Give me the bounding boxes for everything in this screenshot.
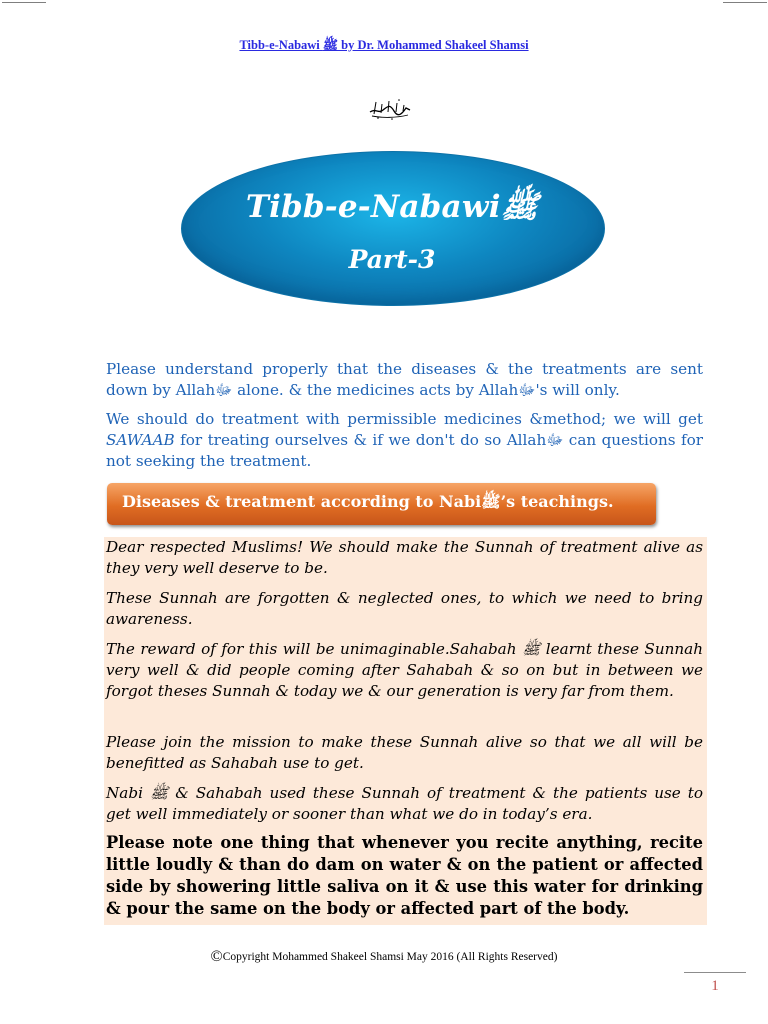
copyright-icon: © xyxy=(210,948,223,965)
header-link[interactable]: Tibb-e-Nabawi ﷺ by Dr. Mohammed Shakeel Shamsi xyxy=(239,38,529,52)
intro-paragraph-1: Please understand properly that the diseases & the treatments are sent down by Allahﷻ alone. & the medicines acts by Allahﷻ's will only. xyxy=(106,360,703,399)
content-paragraph-3: The reward of for this will be unimaginable.Sahabah ﷺ learnt these Sunnah very well & did people coming after Sahabah & so on but in between we forgot theses Sunnah & today we & our generation is very far from them. xyxy=(106,640,703,700)
intro-p2-text-start: We should do treatment with permissible medicines &method; we will get xyxy=(106,410,703,428)
copyright-text: Copyright Mohammed Shakeel Shamsi May 2016 (All Rights Reserved) xyxy=(222,951,558,963)
intro-paragraph-2 xyxy=(106,409,703,472)
section-banner-heading: Diseases & treatment according to Nabiﷺ’s teachings. xyxy=(122,492,614,511)
content-paragraph-1: Dear respected Muslims! We should make the Sunnah of treatment alive as they very well deserve to be. xyxy=(106,538,703,577)
intro-p2-sawaab: SAWAAB xyxy=(106,431,175,449)
bismillah-calligraphy-icon xyxy=(368,96,412,120)
page-number: 1 xyxy=(711,978,719,994)
corner-mark-left xyxy=(2,2,46,3)
page-title: Tibb-e-Nabawiﷺ xyxy=(245,189,539,225)
content-paragraph-4: Please join the mission to make these Sunnah alive so that we all will be benefitted as Sahabah use to get. xyxy=(106,733,703,772)
page-subtitle-part: Part-3 xyxy=(348,245,436,274)
copyright-notice xyxy=(0,948,768,966)
content-paragraph-5: Nabi ﷺ & Sahabah used these Sunnah of treatment & the patients use to get well immediately or sooner than what we do in today’s era. xyxy=(106,784,703,823)
content-paragraph-2: These Sunnah are forgotten & neglected ones, to which we need to bring awareness. xyxy=(106,589,703,628)
intro-p2-text-end: for treating ourselves & if we don't do so Allahﷻ can questions for not seeking the treatment. xyxy=(106,431,703,470)
corner-mark-right xyxy=(723,2,767,3)
footer-divider xyxy=(684,972,746,973)
content-paragraph-note: Please note one thing that whenever you recite anything, recite little loudly & than do dam on water & on the patient or affected side by showering little saliva on it & use this water for drinking & pour the same on the body or affected part of the body. xyxy=(106,833,703,918)
